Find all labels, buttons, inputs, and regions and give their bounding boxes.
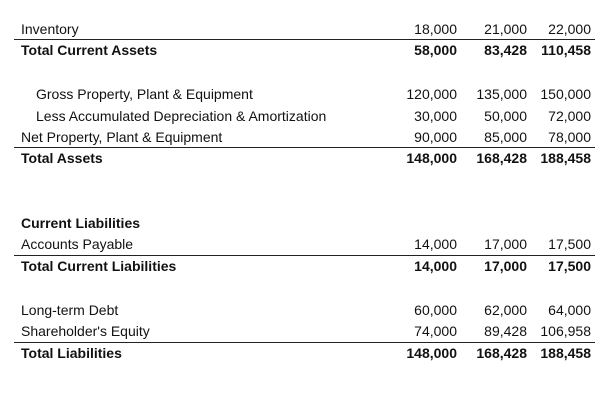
row-total-assets bbox=[14, 148, 595, 169]
value-col-1: 14,000 bbox=[414, 258, 457, 274]
value-col-3: 110,458 bbox=[541, 42, 591, 58]
row-net-ppe bbox=[14, 127, 595, 148]
row-inventory bbox=[14, 19, 595, 40]
row-accumulated-depreciation bbox=[14, 106, 595, 127]
row-label: Total Current Assets bbox=[21, 42, 158, 58]
row-label: Total Current Liabilities bbox=[21, 258, 177, 274]
row-label: Net Property, Plant & Equipment bbox=[21, 129, 223, 145]
value-col-3: 72,000 bbox=[548, 108, 591, 124]
value-col-1: 74,000 bbox=[414, 323, 457, 339]
value-col-2: 135,000 bbox=[476, 86, 527, 102]
value-col-3: 188,458 bbox=[540, 345, 591, 361]
value-col-1: 90,000 bbox=[414, 129, 457, 145]
value-col-1: 14,000 bbox=[414, 236, 457, 252]
value-col-2: 17,000 bbox=[484, 258, 527, 274]
row-label: Total Assets bbox=[21, 150, 103, 166]
value-col-3: 150,000 bbox=[540, 86, 591, 102]
row-label: Shareholder's Equity bbox=[21, 323, 150, 339]
value-col-2: 89,428 bbox=[484, 323, 527, 339]
row-shareholders-equity bbox=[14, 321, 595, 342]
row-total-current-assets bbox=[14, 40, 595, 61]
value-col-3: 64,000 bbox=[548, 302, 591, 318]
value-col-3: 106,958 bbox=[540, 323, 591, 339]
value-col-1: 18,000 bbox=[414, 21, 457, 37]
value-col-2: 168,428 bbox=[476, 150, 527, 166]
row-label: Less Accumulated Depreciation & Amortization bbox=[36, 108, 327, 124]
value-col-1: 60,000 bbox=[414, 302, 457, 318]
row-label: Long-term Debt bbox=[21, 302, 119, 318]
row-accounts-payable bbox=[14, 234, 595, 255]
value-col-1: 120,000 bbox=[406, 86, 457, 102]
row-total-liabilities bbox=[14, 343, 595, 364]
section-heading-current-liabilities bbox=[14, 213, 595, 234]
value-col-3: 17,500 bbox=[548, 236, 591, 252]
value-col-2: 168,428 bbox=[476, 345, 527, 361]
row-label: Inventory bbox=[21, 21, 79, 37]
value-col-2: 83,428 bbox=[484, 42, 527, 58]
value-col-3: 78,000 bbox=[548, 129, 591, 145]
row-label: Gross Property, Plant & Equipment bbox=[36, 86, 253, 102]
value-col-3: 188,458 bbox=[540, 150, 591, 166]
value-col-2: 50,000 bbox=[484, 108, 527, 124]
value-col-2: 21,000 bbox=[484, 21, 527, 37]
value-col-3: 22,000 bbox=[548, 21, 591, 37]
row-long-term-debt bbox=[14, 300, 595, 321]
value-col-2: 17,000 bbox=[484, 236, 527, 252]
row-label: Total Liabilities bbox=[21, 345, 122, 361]
value-col-3: 17,500 bbox=[548, 258, 591, 274]
row-label: Accounts Payable bbox=[21, 236, 134, 252]
row-label: Current Liabilities bbox=[21, 215, 141, 231]
value-col-1: 148,000 bbox=[406, 345, 457, 361]
row-total-current-liabilities bbox=[14, 256, 595, 277]
value-col-2: 85,000 bbox=[484, 129, 527, 145]
value-col-1: 148,000 bbox=[406, 150, 457, 166]
value-col-2: 62,000 bbox=[484, 302, 527, 318]
value-col-1: 30,000 bbox=[414, 108, 457, 124]
row-gross-ppe bbox=[14, 84, 595, 105]
value-col-1: 58,000 bbox=[414, 42, 457, 58]
